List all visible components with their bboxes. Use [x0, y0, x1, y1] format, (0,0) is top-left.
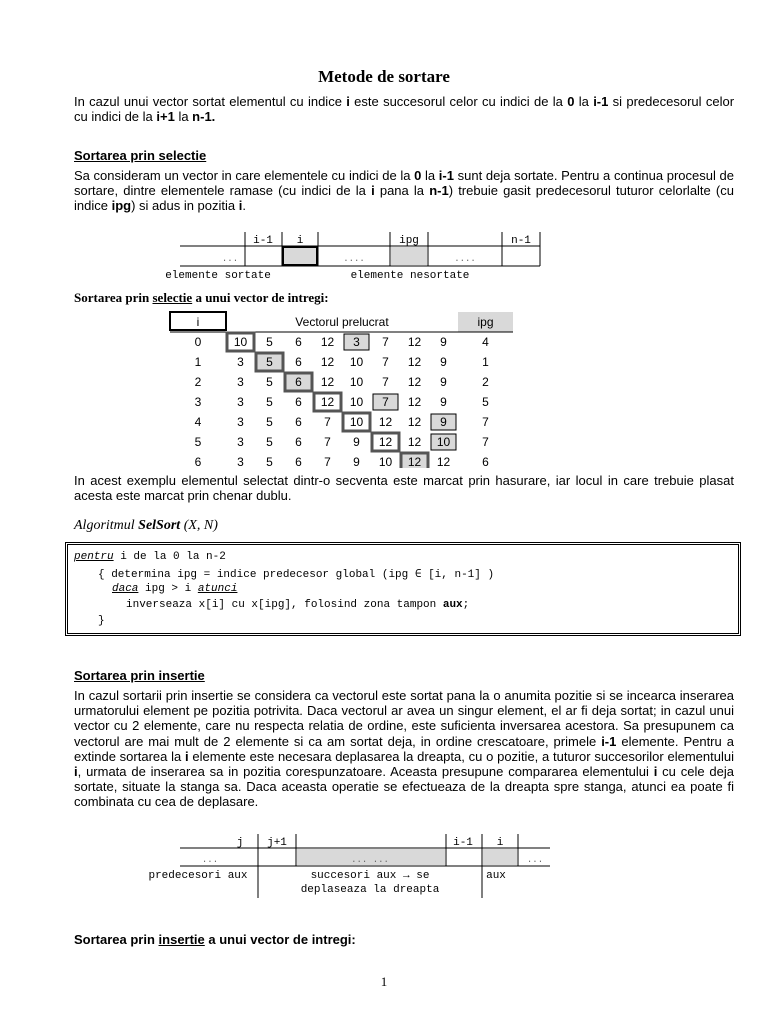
vector-cell: 5	[266, 455, 273, 468]
vector-cell: 3	[237, 415, 244, 429]
vector-cell: 10	[436, 435, 451, 449]
vector-cell: 5	[266, 435, 273, 449]
vector-cell: 12	[378, 435, 393, 449]
vector-cell: 6	[295, 455, 302, 468]
row-ipg: 1	[482, 355, 489, 369]
header-vector: Vectorul prelucrat	[295, 315, 389, 329]
selectie-explain: In acest exemplu elementul selectat dintr-o secventa este marcat prin hasurare, iar locul in care trebuie plasat acesta este marcat prin chenar dublu.	[74, 473, 734, 504]
row-ipg: 6	[482, 455, 489, 468]
vector-cell: 5	[266, 395, 273, 409]
vector-cell: 9	[440, 335, 447, 349]
label-n-1: n-1	[511, 235, 531, 247]
label-predecesori: predecesori aux	[148, 870, 248, 882]
vector-cell: 5	[266, 335, 273, 349]
row-ipg: 7	[482, 435, 489, 449]
label-succesori: succesori aux → se	[310, 870, 430, 882]
vector-cell: 12	[320, 375, 335, 389]
vector-cell: 5	[266, 375, 273, 389]
vector-cell: 10	[349, 415, 364, 429]
vector-cell: 3	[237, 355, 244, 369]
vector-cell: 10	[233, 335, 248, 349]
vector-cell: 6	[295, 375, 302, 389]
svg-text:....: ....	[454, 254, 476, 264]
vector-cell: 12	[378, 415, 393, 429]
vector-cell: 3	[237, 435, 244, 449]
vector-cell: 9	[440, 415, 447, 429]
svg-text:....: ....	[343, 254, 365, 264]
page-number: 1	[380, 974, 388, 989]
svg-text:... ...: ... ...	[351, 855, 389, 865]
vector-cell: 9	[440, 395, 447, 409]
label-i-1: i-1	[253, 235, 273, 247]
label-i: i	[296, 235, 304, 247]
vector-cell: 12	[407, 355, 422, 369]
vector-cell: 9	[353, 455, 360, 468]
row-ipg: 2	[482, 375, 489, 389]
vector-cell: 12	[407, 455, 422, 468]
label-ipg: ipg	[399, 235, 419, 247]
svg-text:...: ...	[201, 855, 219, 865]
vector-cell: 12	[407, 415, 422, 429]
insertie-diagram	[140, 830, 560, 900]
insertie-paragraph: In cazul sortarii prin insertie se considera ca vectorul este sortat pana la o anumita pozitie si se incearca inserarea urmatorului element pe pozitia potrivita. Daca vectorul ar avea un singur element, el ar fi deja sortat; in cazul unui vector cu 2 elemente, care nu respecta relatia de ordine, este suficienta inversarea acestora. Sa presupunem ca vectorul are mai mult de 2 elemente si ca am sortat deja, in ordine crescatoare, primele i-1 elemente. Pentru a extinde sortarea la i elemente este necesara deplasarea la dreapta, cu o pozitie, a tuturor succesorilor elementului i, urmata de inserarea sa in pozitia corespunzatoare. Aceasta presupune compararea elementului i cu cele deja sortate, situate la stanga sa. Daca aceasta operatie se efectueaza de la dreapta spre stanga, atunci ea poate fi combinata cu cea de deplasare.	[74, 688, 734, 810]
code-line-1: pentru i de la 0 la n-2	[74, 551, 226, 563]
vector-cell: 12	[320, 355, 335, 369]
row-i: 6	[194, 455, 202, 468]
label-unsorted: elemente nesortate	[350, 270, 470, 282]
vector-cell: 9	[440, 355, 447, 369]
row-i: 1	[194, 355, 202, 369]
vector-cell: 12	[436, 455, 451, 468]
code-line-2: { determina ipg = indice predecesor global (ipg ∈ [i, n-1] )	[98, 569, 495, 581]
vector-cell: 3	[237, 375, 244, 389]
vector-cell: 7	[382, 375, 389, 389]
vector-cell: 12	[407, 375, 422, 389]
insertie-example-heading: Sortarea prin insertie a unui vector de intregi:	[74, 932, 356, 947]
vector-cell: 7	[324, 415, 331, 429]
vector-cell: 7	[324, 455, 331, 468]
row-ipg: 5	[482, 395, 489, 409]
header-ipg: ipg	[477, 315, 494, 329]
vector-cell: 10	[349, 375, 364, 389]
label-aux: aux	[486, 870, 506, 882]
row-i: 5	[194, 435, 202, 449]
vector-cell: 3	[237, 395, 244, 409]
label-i: i	[496, 837, 504, 849]
selectie-diagram	[150, 228, 550, 284]
header-i: i	[196, 315, 200, 329]
vector-cell: 7	[382, 335, 389, 349]
code-line-3: daca ipg > i atunci	[112, 583, 238, 595]
vector-cell: 12	[407, 335, 422, 349]
vector-cell: 6	[295, 415, 302, 429]
vector-cell: 12	[320, 335, 335, 349]
label-j: j	[236, 837, 244, 849]
vector-cell: 6	[295, 395, 302, 409]
vector-cell: 3	[237, 455, 244, 468]
vector-cell: 7	[324, 435, 331, 449]
vector-cell: 3	[353, 335, 360, 349]
label-deplaseaza: deplaseaza la dreapta	[300, 884, 440, 896]
row-ipg: 7	[482, 415, 489, 429]
vector-cell: 6	[295, 355, 302, 369]
vector-cell: 12	[407, 395, 422, 409]
intro-paragraph: In cazul unui vector sortat elementul cu indice i este succesorul celor cu indici de la 0 la i-1 si predecesorul celor cu indici de la i+1 la n-1.	[74, 94, 735, 125]
insertie-heading: Sortarea prin insertie	[74, 668, 205, 683]
svg-text:...: ...	[221, 254, 239, 264]
selectie-table	[165, 310, 525, 468]
row-i: 2	[194, 375, 202, 389]
row-ipg: 4	[482, 335, 489, 349]
vector-cell: 12	[320, 395, 335, 409]
vector-cell: 6	[295, 435, 302, 449]
vector-cell: 5	[266, 415, 273, 429]
page-title: Metode de sortare	[318, 67, 450, 86]
selectie-example-heading: Sortarea prin selectie a unui vector de intregi:	[74, 290, 329, 305]
vector-cell: 5	[266, 355, 273, 369]
label-sorted: elemente sortate	[165, 270, 271, 282]
vector-cell: 9	[353, 435, 360, 449]
vector-cell: 10	[378, 455, 393, 468]
vector-cell: 6	[295, 335, 302, 349]
vector-cell: 10	[349, 355, 364, 369]
vector-cell: 7	[382, 395, 389, 409]
code-line-5: }	[98, 615, 105, 627]
row-i: 4	[194, 415, 202, 429]
label-j+1: j+1	[267, 837, 287, 849]
vector-cell: 9	[440, 375, 447, 389]
vector-cell: 12	[407, 435, 422, 449]
row-i: 3	[194, 395, 202, 409]
selectie-heading: Sortarea prin selectie	[74, 148, 207, 163]
vector-cell: 7	[382, 355, 389, 369]
row-i: 0	[194, 335, 202, 349]
svg-text:...: ...	[526, 855, 544, 865]
vector-cell: 10	[349, 395, 364, 409]
algorithm-code-box	[65, 542, 741, 636]
label-i-1: i-1	[453, 837, 473, 849]
algorithm-title: Algoritmul SelSort (X, N)	[74, 518, 218, 533]
selectie-paragraph: Sa consideram un vector in care elementele cu indici de la 0 la i-1 sunt deja sortate. Pentru a continua procesul de sortare, dintre elementele ramase (cu indici de la i pana la n-1) trebuie gasit predecesorul tuturor celorlalte (cu indice ipg) si adus in pozitia i.	[74, 168, 735, 214]
code-line-4: inverseaza x[i] cu x[ipg], folosind zona tampon aux;	[126, 599, 470, 611]
